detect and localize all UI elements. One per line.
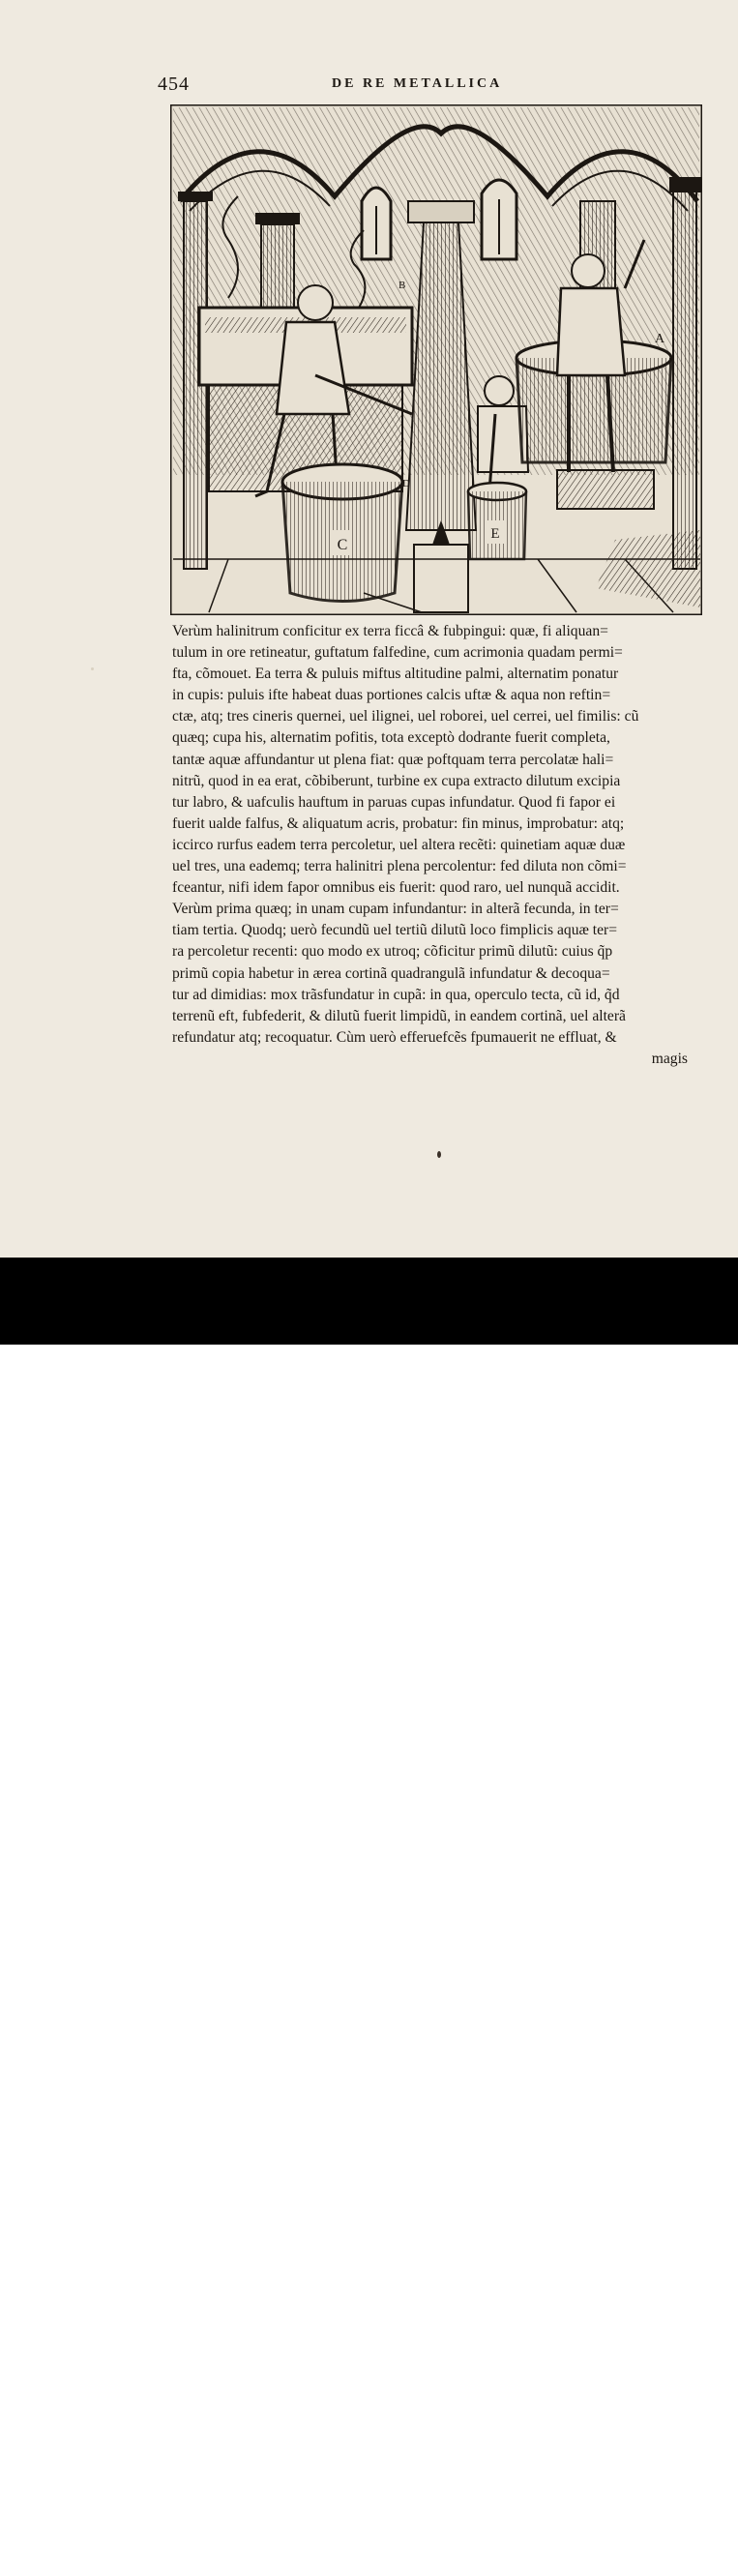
text-line: tantæ aquæ affundantur ut plena fiat: quæ poftquam terra percolatæ hali= [172,751,614,768]
watermark-bar [0,1258,738,2575]
image-id: PR1GJ2 [613,2536,713,2565]
text-line: tur ad dimidias: mox trãsfundatur in cupã: in qua, operculo tecta, cũ id, q̃d [172,986,620,1003]
text-line: quæq; cupa his, alternatim pofitis, tota exceptò dodrante fuerit completa, [172,729,610,747]
tub-e [468,483,526,559]
label-b: B [399,280,406,291]
text-line: tiam tertia. Quodq; uerò fecundũ uel tertiũ dilutũ loco fimplicis aquæ ter= [172,922,618,939]
label-e: E [490,526,500,542]
right-column [669,177,702,569]
text-line: uel tres, una eademq; terra halinitri plena percolentur: fed diluta non cõmi= [172,858,627,875]
catchword: magis [651,1050,688,1067]
brand-logo: alamy [21,2528,137,2575]
window-left [362,188,391,259]
label-a: A [654,332,665,346]
text-line: tur labro, & uafculis hauftum in paruas cupas infundatur. Quod fi fapor ei [172,793,616,811]
text-line: primũ copia habetur in ærea cortinã quadrangulã infundatur & decoqua= [172,964,610,982]
label-d: D [402,478,410,489]
text-line: fta, cõmouet. Ea terra & puluis miftus altitudine palmi, alternatim ponatur [172,666,619,683]
text-line: fuerit ualde falfus, & aliquatum acris, probatur: fin minus, improbatur: atq; [172,814,625,832]
text-line: terrenũ eft, fubfederit, & dilutũ fuerit limpidũ, in eandem cortinã, uel alterã [172,1007,626,1024]
running-head: DE RE METALLICA [332,76,503,91]
text-line: in cupis: puluis ifte habeat duas portiones calcis uftæ & aqua non reftin= [172,687,611,704]
text-line: tulum in ore retineatur, guftatum falfedine, cum acrimonia quadam permi= [172,644,623,662]
text-line: refundatur atq; recoquatur. Cùm uerò efferuefcẽs fpumauerit ne effluat, & [172,1028,617,1046]
text-line: Verùm prima quæq; in unam cupam infundantur: in alterã fecunda, in ter= [172,901,619,918]
text-line: nitrũ, quod in ea erat, cõbiberunt, turbine ex cupa extracto dilutum excipia [172,772,621,789]
text-line: ra percoletur recenti: quo modo ex utroq; cõficitur primũ dilutũ: cuius q̃p [172,943,613,961]
text-line: iccirco rurfus eadem terra percoletur, uel altera recẽti: quinetiam aquæ duæ [172,836,626,853]
text-line: Verùm halinitrum conficitur ex terra ficcâ & fubpingui: quæ, fi aliquan= [172,623,608,639]
text-line: fceantur, nifi idem fapor omnibus eis fuerit: quod raro, uel nunquã accidit. [172,879,620,897]
paper-stain [91,667,94,670]
page-number: 454 [158,74,190,95]
paper-stain [437,1151,441,1158]
latin-body-text [172,621,714,1070]
text-line: ctæ, atq; tres cineris quernei, uel ilignei, uel roborei, uel cerrei, uel fimilis: cũ [172,708,639,725]
woodcut-illustration [170,104,702,615]
window-right [482,180,517,259]
label-c: C [337,537,348,553]
tub-c [282,464,402,602]
book-page [0,0,738,1258]
